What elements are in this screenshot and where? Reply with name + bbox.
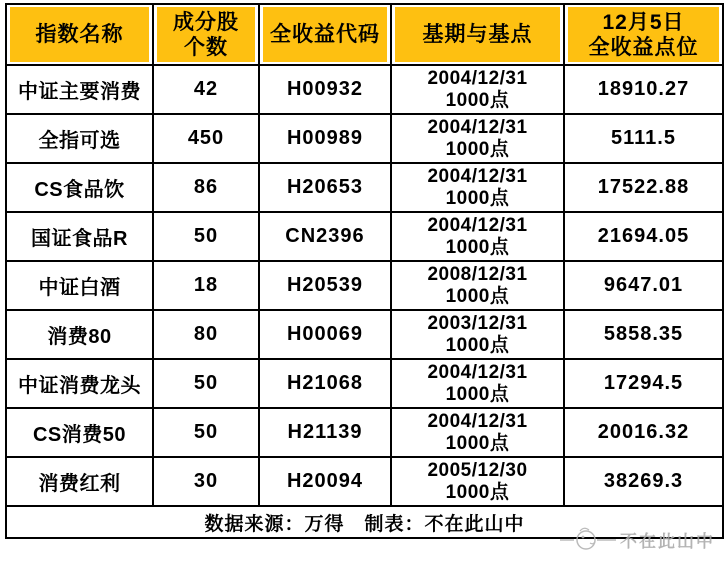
level-cell: 17294.5	[564, 359, 723, 408]
header-fill	[157, 7, 255, 62]
table-row	[6, 408, 723, 457]
header-fill	[10, 7, 149, 62]
level-cell: 5858.35	[564, 310, 723, 359]
index-name-cell: 中证消费龙头	[6, 359, 153, 408]
index-table	[5, 3, 724, 539]
code-cell: CN2396	[259, 212, 391, 261]
base-point: 1000点	[445, 236, 510, 258]
count-cell: 30	[153, 457, 259, 506]
header-fill	[395, 7, 560, 62]
level-cell: 38269.3	[564, 457, 723, 506]
table-row	[6, 310, 723, 359]
base-cell	[391, 408, 564, 457]
index-name-cell: 中证主要消费	[6, 65, 153, 114]
base-cell	[391, 114, 564, 163]
base-cell	[391, 212, 564, 261]
base-date: 2004/12/31	[427, 165, 528, 187]
col-header-constituent-count	[153, 4, 259, 65]
count-cell: 18	[153, 261, 259, 310]
header-row	[6, 4, 723, 65]
base-date: 2005/12/30	[427, 459, 528, 481]
table-row	[6, 261, 723, 310]
base-date: 2004/12/31	[427, 214, 528, 236]
table-row	[6, 163, 723, 212]
base-date: 2004/12/31	[427, 67, 528, 89]
level-cell: 20016.32	[564, 408, 723, 457]
header-label: 指数名称	[35, 23, 124, 46]
base-date: 2008/12/31	[427, 263, 528, 285]
table-header	[6, 4, 723, 65]
base-date: 2003/12/31	[427, 312, 528, 334]
header-label-line2: 个数	[184, 35, 228, 59]
header-label: 全收益代码	[270, 23, 380, 46]
base-cell	[391, 65, 564, 114]
header-fill	[568, 7, 719, 62]
base-point: 1000点	[445, 138, 510, 160]
base-point: 1000点	[445, 285, 510, 307]
table-row	[6, 65, 723, 114]
count-cell: 50	[153, 408, 259, 457]
header-fill	[263, 7, 387, 62]
level-cell: 17522.88	[564, 163, 723, 212]
base-cell	[391, 163, 564, 212]
count-cell: 42	[153, 65, 259, 114]
count-cell: 50	[153, 212, 259, 261]
col-header-index-name	[6, 4, 153, 65]
watermark-logo-icon	[560, 524, 618, 554]
base-date: 2004/12/31	[427, 361, 528, 383]
level-cell: 9647.01	[564, 261, 723, 310]
index-name-cell: 消费红利	[6, 457, 153, 506]
code-cell: H20653	[259, 163, 391, 212]
base-cell	[391, 310, 564, 359]
count-cell: 86	[153, 163, 259, 212]
count-cell: 450	[153, 114, 259, 163]
index-name-cell: 消费80	[6, 310, 153, 359]
base-point: 1000点	[445, 187, 510, 209]
base-cell	[391, 261, 564, 310]
base-cell	[391, 359, 564, 408]
code-cell: H20094	[259, 457, 391, 506]
table-row	[6, 457, 723, 506]
base-date: 2004/12/31	[427, 410, 528, 432]
col-header-return-level	[564, 4, 723, 65]
watermark	[560, 524, 715, 554]
index-name-cell: CS消费50	[6, 408, 153, 457]
level-cell: 21694.05	[564, 212, 723, 261]
col-header-base-period	[391, 4, 564, 65]
base-point: 1000点	[445, 89, 510, 111]
index-name-cell: CS食品饮	[6, 163, 153, 212]
count-cell: 50	[153, 359, 259, 408]
base-point: 1000点	[445, 334, 510, 356]
header-label: 基期与基点	[422, 23, 533, 46]
table-row	[6, 359, 723, 408]
index-name-cell: 中证白酒	[6, 261, 153, 310]
table-row	[6, 114, 723, 163]
header-label-line1: 12月5日	[602, 10, 685, 34]
code-cell: H00069	[259, 310, 391, 359]
code-cell: H00989	[259, 114, 391, 163]
code-cell: H20539	[259, 261, 391, 310]
index-name-cell: 全指可选	[6, 114, 153, 163]
base-point: 1000点	[445, 432, 510, 454]
code-cell: H21139	[259, 408, 391, 457]
header-label-line1: 成分股	[173, 10, 239, 34]
col-header-total-return-code	[259, 4, 391, 65]
source-note: 数据来源：万得 制表：不在此山中	[6, 506, 723, 538]
watermark-text: 不在此山中	[620, 531, 715, 551]
base-point: 1000点	[445, 383, 510, 405]
base-cell	[391, 457, 564, 506]
level-cell: 5111.5	[564, 114, 723, 163]
table-body	[6, 65, 723, 506]
base-date: 2004/12/31	[427, 116, 528, 138]
count-cell: 80	[153, 310, 259, 359]
code-cell: H21068	[259, 359, 391, 408]
level-cell: 18910.27	[564, 65, 723, 114]
header-label-line2: 全收益点位	[588, 35, 699, 59]
base-point: 1000点	[445, 481, 510, 503]
code-cell: H00932	[259, 65, 391, 114]
index-name-cell: 国证食品R	[6, 212, 153, 261]
table-row	[6, 212, 723, 261]
